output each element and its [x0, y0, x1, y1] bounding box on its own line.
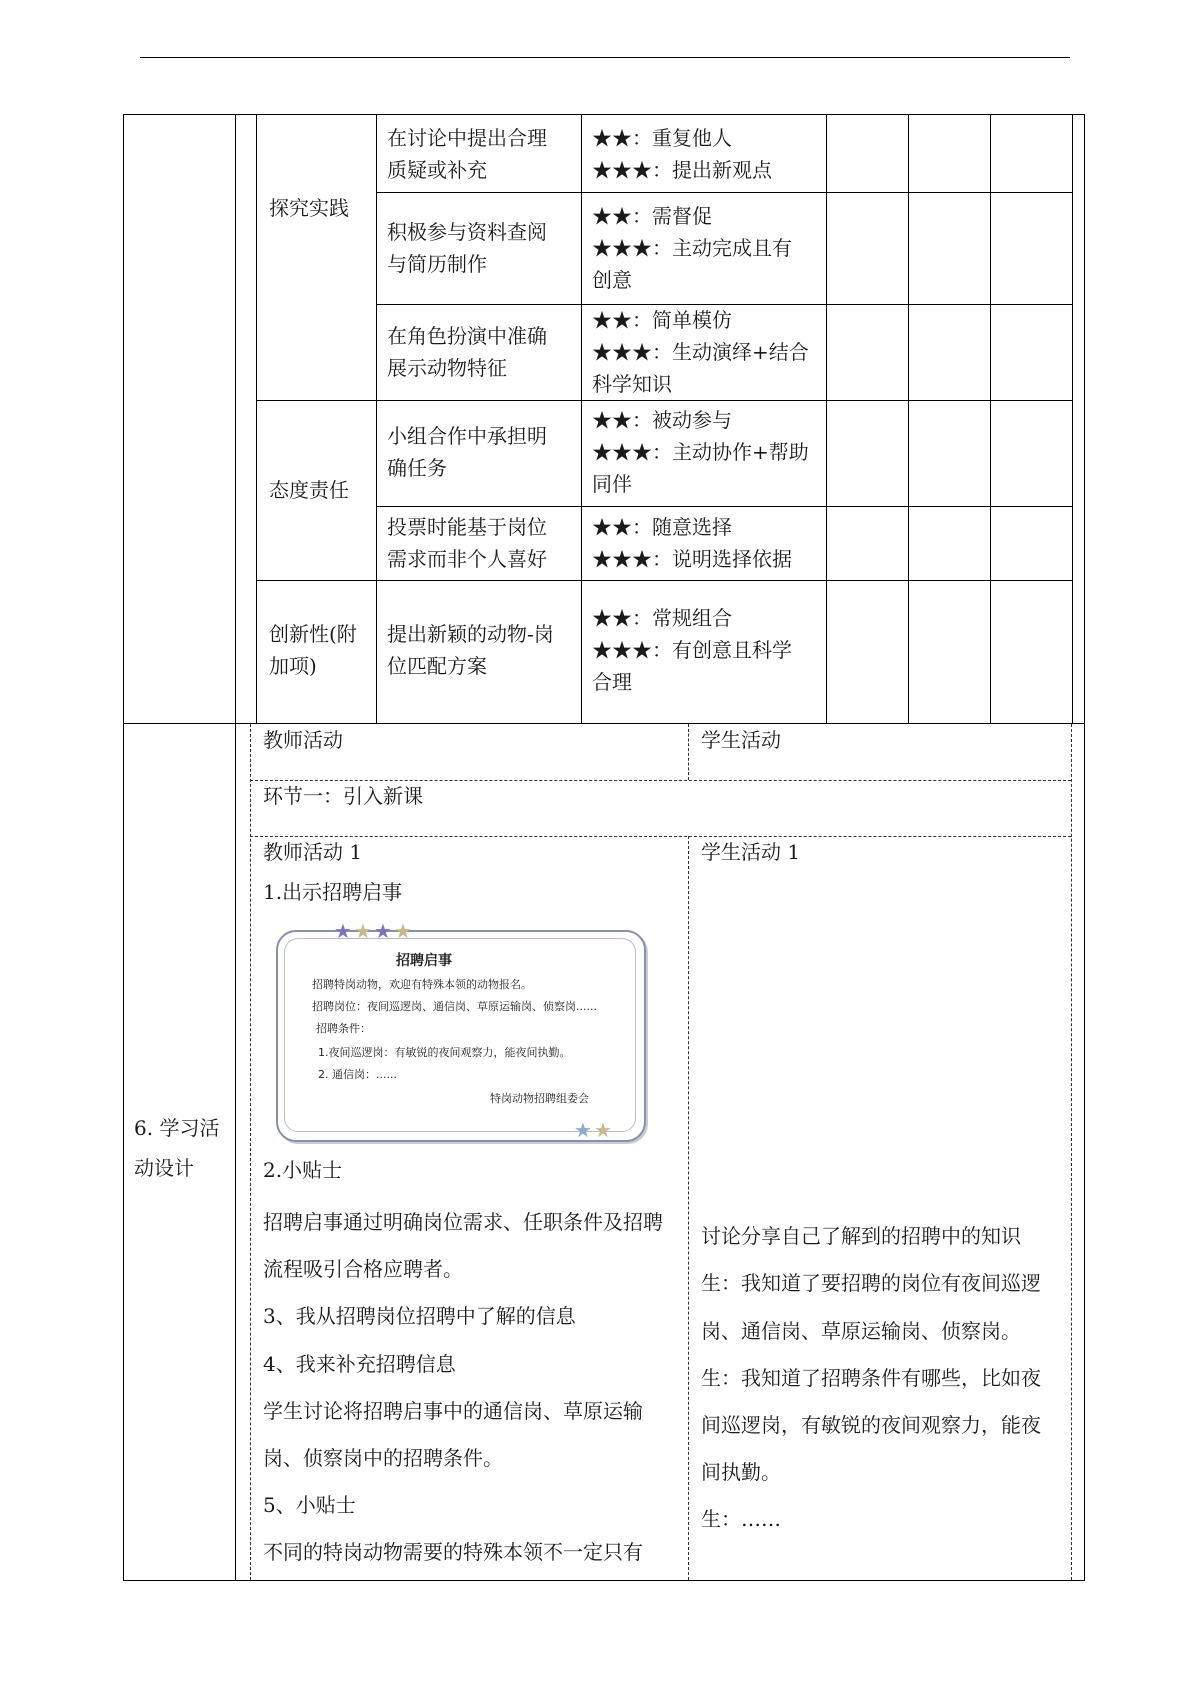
group-tanjiu: 探究实践	[269, 196, 349, 220]
teacher-step: 5、小贴士	[263, 1493, 356, 1517]
eval-item: 在讨论中提出合理 质疑或补充	[387, 126, 547, 182]
table-top-border	[123, 114, 1085, 115]
col-line-criteria	[826, 114, 827, 724]
row-line	[256, 580, 1073, 581]
eval-criteria: ★★：随意选择 ★★★：说明选择依据	[592, 515, 792, 571]
eval-item: 积极参与资料查阅 与简历制作	[387, 220, 547, 276]
eval-criteria: ★★：需督促 ★★★：主动完成且有 创意	[592, 204, 792, 292]
col-line-item	[581, 114, 582, 724]
row-line	[376, 506, 1073, 507]
col-line-score1	[908, 114, 909, 724]
teacher-step: 2.小贴士	[263, 1158, 343, 1182]
student-text: 间巡逻岗，有敏锐的夜间观察力，能夜	[701, 1413, 1041, 1437]
label-col-divider	[235, 114, 236, 1581]
stage-title: 环节一：引入新课	[263, 784, 423, 808]
student-text: 间执勤。	[701, 1460, 781, 1484]
group-taidu: 态度责任	[269, 478, 349, 502]
activity-mid-border	[688, 836, 689, 1580]
activity-left-border	[250, 724, 251, 1580]
poster-line: 招聘条件：	[316, 1022, 371, 1035]
teacher-header: 教师活动	[263, 728, 343, 752]
activity-row-line	[250, 836, 1071, 837]
teacher-text: 流程吸引合格应聘者。	[263, 1257, 463, 1281]
col-line-score2	[990, 114, 991, 724]
poster-line: 招聘特岗动物，欢迎有特殊本领的动物报名。	[312, 978, 532, 991]
teacher-text: 学生讨论将招聘启事中的通信岗、草原运输	[263, 1399, 643, 1423]
teacher-step: 4、我来补充招聘信息	[263, 1352, 456, 1376]
eval-criteria: ★★：常规组合 ★★★：有创意且科学 合理	[592, 606, 792, 694]
row-line	[256, 400, 1073, 401]
table-left-border	[123, 114, 124, 1581]
teacher-step: 3、我从招聘岗位招聘中了解的信息	[263, 1304, 576, 1328]
star-icon: ★	[334, 919, 352, 943]
student-activity-title: 学生活动 1	[701, 840, 801, 864]
student-text: 生：……	[701, 1507, 781, 1531]
student-text: 生：我知道了要招聘的岗位有夜间巡逻	[701, 1271, 1041, 1295]
student-text: 讨论分享自己了解到的招聘中的知识	[701, 1224, 1021, 1248]
section-label: 6. 学习活 动设计	[134, 1116, 220, 1180]
table-bottom-border	[123, 1580, 1085, 1581]
poster-title: 招聘启事	[396, 953, 452, 969]
student-header: 学生活动	[701, 728, 781, 752]
teacher-activity-title: 教师活动 1	[263, 840, 363, 864]
teacher-text: 岗、侦察岗中的招聘条件。	[263, 1446, 503, 1470]
poster-sign: 特岗动物招聘组委会	[490, 1092, 589, 1105]
eval-item: 小组合作中承担明 确任务	[387, 424, 547, 480]
poster-line: 招聘岗位：夜间巡逻岗、通信岗、草原运输岗、侦察岗......	[312, 1000, 597, 1013]
eval-item: 提出新颖的动物-岗 位匹配方案	[387, 622, 554, 678]
eval-criteria: ★★：重复他人 ★★★：提出新观点	[592, 126, 772, 182]
star-icon: ★	[394, 919, 412, 943]
poster-line: 2. 通信岗：......	[318, 1068, 397, 1081]
poster-line: 1.夜间巡逻岗：有敏锐的夜间观察力，能夜间执勤。	[318, 1046, 571, 1059]
teacher-text: 招聘启事通过明确岗位需求、任职条件及招聘	[263, 1210, 663, 1234]
right-double-line	[1072, 114, 1073, 724]
star-icon: ★	[574, 1118, 592, 1142]
teacher-step: 1.出示招聘启事	[263, 880, 403, 904]
activity-mid-border	[688, 724, 689, 780]
table-right-border	[1084, 114, 1085, 1581]
eval-criteria: ★★：简单模仿 ★★★：生动演绎+结合 科学知识	[592, 308, 809, 396]
teacher-text: 不同的特岗动物需要的特殊本领不一定只有	[263, 1540, 643, 1564]
student-text: 岗、通信岗、草原运输岗、侦察岗。	[701, 1319, 1021, 1343]
col-line-group	[376, 114, 377, 724]
star-icon: ★	[594, 1118, 612, 1142]
header-rule	[140, 57, 1070, 58]
eval-criteria: ★★：被动参与 ★★★：主动协作+帮助 同伴	[592, 408, 809, 496]
student-text: 生：我知道了招聘条件有哪些，比如夜	[701, 1366, 1041, 1390]
star-icon: ★	[354, 919, 372, 943]
row-line	[376, 192, 1073, 193]
label-col-divider-inner	[256, 114, 257, 724]
star-icon: ★	[374, 919, 392, 943]
activity-right-border	[1071, 724, 1072, 1580]
eval-item: 投票时能基于岗位 需求而非个人喜好	[387, 515, 547, 571]
eval-item: 在角色扮演中准确 展示动物特征	[387, 324, 547, 380]
recruitment-poster	[276, 919, 646, 1142]
group-chuangxin: 创新性(附 加项)	[269, 622, 357, 678]
